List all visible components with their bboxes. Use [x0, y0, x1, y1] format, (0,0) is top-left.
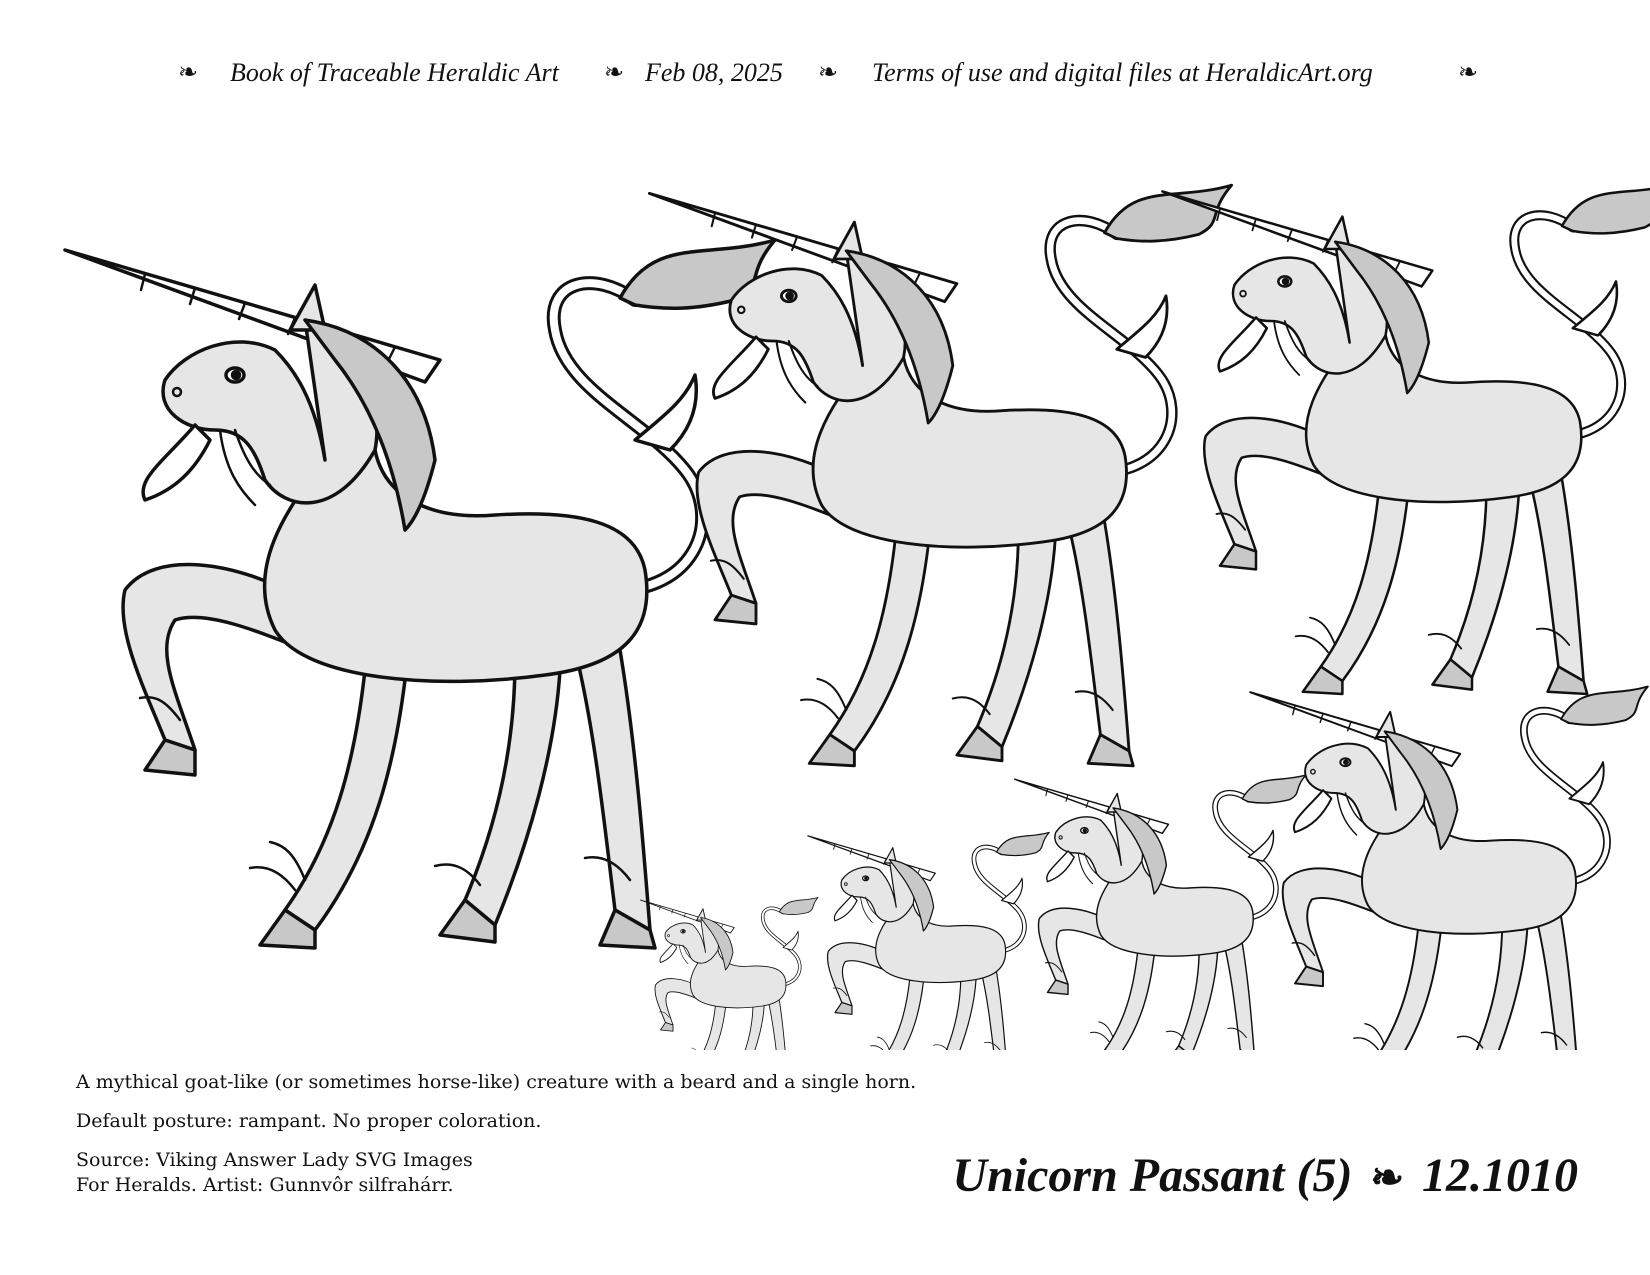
source-line-2: For Heralds. Artist: Gunnvôr silfrahárr.: [76, 1174, 454, 1196]
illustration-plate: [0, 130, 1650, 1050]
unicorn-figure-medium-small: [1162, 184, 1650, 694]
terms-link-text: Terms of use and digital files at HeraldicArt.org: [872, 58, 1373, 87]
page-header: [0, 58, 1650, 98]
plate-title: [952, 1148, 1578, 1218]
unicorn-figure-large: [65, 240, 775, 948]
book-title: Book of Traceable Heraldic Art: [230, 58, 559, 87]
unicorn-figure-small: [1250, 687, 1648, 1050]
unicorn-figure-smaller: [1015, 775, 1306, 1050]
fleuron-ornament: ❧: [1458, 60, 1479, 86]
unicorn-figure-smallest: [641, 898, 819, 1051]
description-line-2: Default posture: rampant. No proper coloration.: [76, 1110, 542, 1132]
header-date: Feb 08, 2025: [645, 58, 783, 87]
plate-title-name: Unicorn Passant (5): [952, 1149, 1353, 1202]
description-line-1: A mythical goat-like (or sometimes horse-like) creature with a beard and a single horn.: [76, 1071, 917, 1093]
source-line-1: Source: Viking Answer Lady SVG Images: [76, 1149, 473, 1171]
fleuron-ornament: ❧: [1370, 1155, 1404, 1200]
fleuron-ornament: ❧: [604, 60, 625, 86]
fleuron-ornament: ❧: [178, 60, 199, 86]
unicorn-figure-tiny: [808, 832, 1049, 1050]
source-credit: [76, 1148, 473, 1198]
plate-number: 12.1010: [1422, 1149, 1578, 1202]
fleuron-ornament: ❧: [818, 60, 839, 86]
